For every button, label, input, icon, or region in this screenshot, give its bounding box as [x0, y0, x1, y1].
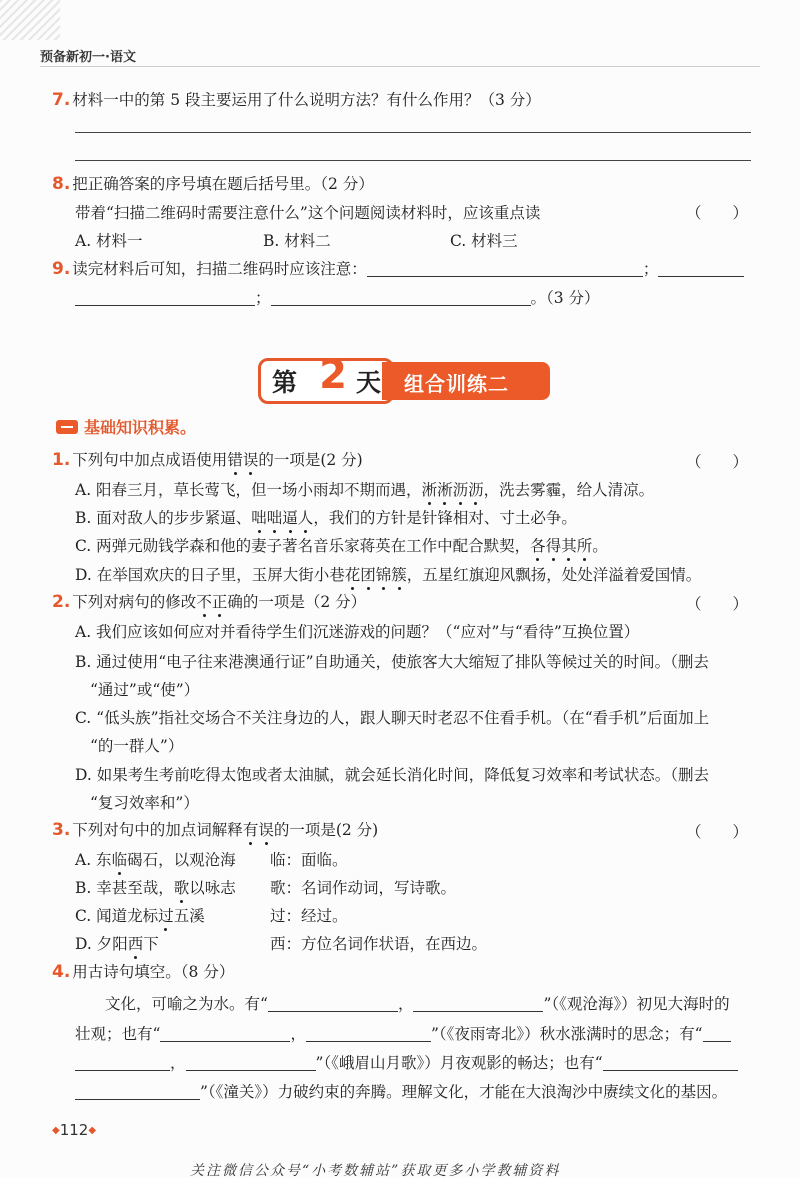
option-d-explanation: 西：方位名词作状语，在西边。 [270, 935, 488, 953]
question-number: 8. [52, 174, 71, 194]
passage-text: ”（《峨眉山月歌》）月夜观影的畅达；也有“ [315, 1054, 603, 1072]
section-title: 基础知识积累。 [84, 418, 197, 437]
blank[interactable] [271, 288, 531, 306]
option-text: D. 在举国欢庆的日子里，玉屏大街小巷 [75, 566, 345, 584]
dotted-char: 错 [227, 451, 243, 469]
banner-tian: 天 [356, 368, 382, 397]
blank[interactable] [413, 994, 543, 1012]
dotted-char: 西 [127, 935, 144, 953]
separator: ； [642, 260, 659, 278]
dotted-char: 簇 [391, 566, 407, 584]
blank[interactable] [603, 1053, 738, 1071]
section-heading [56, 415, 196, 438]
dotted-char: 咄 [251, 509, 267, 527]
option-text: D. 夕阳 [75, 935, 128, 953]
dotted-char: 误 [258, 821, 274, 839]
poem-line-1 [105, 992, 730, 1014]
option-text: B. 面对敌人的步步紧逼、 [75, 509, 252, 527]
option-text: ，我们的方针是针锋相对、寸土必争。 [313, 509, 577, 527]
passage-text: 壮观；也有“ [75, 1025, 161, 1043]
passage-text: 文化，可喻之为水。有“ [105, 995, 268, 1013]
dotted-char: 过 [158, 907, 174, 925]
option-a [75, 848, 236, 870]
answer-paren[interactable]: （ ） [685, 595, 748, 613]
question-s1 [52, 448, 363, 470]
question-number: 2. [52, 592, 71, 612]
option-b: B. 材料二 [263, 232, 331, 250]
dotted-char: 其 [561, 537, 577, 555]
option-a-explanation: 临：面临。 [270, 851, 348, 869]
option-text: C. 闻道龙标 [75, 907, 159, 925]
question-8-sub: 带着“扫描二维码时需要注意什么”这个问题阅读材料时，应该重点读 [75, 204, 541, 222]
separator: ； [255, 289, 271, 307]
option-c: C. 材料三 [450, 232, 518, 250]
section-marker-icon [56, 420, 78, 434]
banner-title: 组合训练二 [404, 372, 509, 396]
poem-line-2 [75, 1022, 731, 1044]
blank[interactable] [160, 1024, 290, 1042]
option-text: 。 [592, 537, 608, 555]
question-text: 下列句中加点成语使用 [72, 451, 228, 469]
page-number [52, 1121, 96, 1139]
question-text: 下列对病句的修改 [72, 593, 197, 611]
answer-paren[interactable]: （ ） [685, 204, 748, 222]
banner-di: 第 [272, 368, 298, 397]
banner-day-number: 2 [319, 352, 347, 398]
dotted-char: 所 [576, 537, 593, 555]
question-text: 确的一项是（2 分） [227, 593, 367, 611]
answer-line[interactable] [75, 160, 751, 161]
dotted-char: 团 [360, 566, 376, 584]
option-text: ，洗去雾霾，给人清凉。 [483, 481, 655, 499]
diamond-icon: ◆ [88, 1125, 97, 1136]
dotted-char: 沥 [468, 481, 484, 499]
option-text: A. 东 [75, 851, 112, 869]
dotted-char: 误 [242, 451, 259, 469]
option-text: C. 两弹元勋钱学森和他的妻子著名音乐家蒋英在工作中配合默契， [75, 537, 531, 555]
page-header: 预备新初一·语文 [40, 50, 136, 65]
dotted-char: 临 [111, 851, 128, 869]
dotted-char: 花 [344, 566, 361, 584]
question-number: 7. [52, 90, 71, 110]
option-c-explanation: 过：经过。 [270, 907, 348, 925]
blank[interactable] [306, 1024, 431, 1042]
option-c: C. “低头族”指社交场合不关注身边的人，跟人聊天时老忍不住看手机。（在“看手机”后面加上 [75, 709, 710, 727]
passage-text: ”（《观沧海》）初见大海时的 [543, 995, 730, 1013]
option-b: B. 通过使用“电子往来港澳通行证”自助通关，使旅客大大缩短了排队等候过关的时间。（删去 [75, 653, 709, 671]
blank[interactable] [186, 1053, 316, 1071]
footer-note: 关注微信公众号“小考数辅站”获取更多小学教辅资料 [190, 1163, 561, 1179]
poem-line-4 [75, 1080, 727, 1102]
option-b [75, 876, 236, 898]
dotted-char: 咄 [266, 509, 283, 527]
question-text: 下列对句中的加点词解释 [72, 821, 243, 839]
option-text: 碣石，以观沧海 [127, 851, 236, 869]
option-d-cont: “复习效率和”） [90, 794, 199, 812]
option-c [75, 904, 205, 926]
blank[interactable] [658, 259, 744, 277]
dotted-char: 沥 [452, 481, 469, 499]
question-number: 3. [52, 820, 71, 840]
passage-text: ， [290, 1025, 306, 1043]
dotted-char: 不 [196, 593, 212, 611]
dotted-idiom [251, 509, 313, 527]
question-number: 1. [52, 450, 71, 470]
option-b-cont: “通过”或“使”） [90, 681, 200, 699]
dotted-idiom [345, 566, 407, 584]
dotted-char: 歌 [173, 879, 190, 897]
option-a: A. 材料一 [75, 232, 143, 250]
blank[interactable] [75, 1053, 170, 1071]
passage-text: ， [397, 995, 414, 1013]
question-text: 把正确答案的序号填在题后括号里。（2 分） [72, 175, 374, 193]
day-banner [258, 352, 550, 404]
question-s2 [52, 590, 366, 612]
option-d [75, 932, 159, 954]
option-text: 五溪 [173, 907, 205, 925]
dotted-idiom [530, 537, 592, 555]
question-text: 的一项是(2 分) [258, 451, 363, 469]
option-b [75, 506, 577, 528]
option-b-explanation: 歌：名词作动词，写诗歌。 [270, 879, 457, 897]
option-c [75, 534, 608, 556]
option-a: A. 我们应该如何应对并看待学生们沉迷游戏的问题？（“应对”与“看待”互换位置） [75, 623, 640, 641]
option-text: B. 幸甚至哉， [75, 879, 174, 897]
passage-text: ， [170, 1054, 186, 1072]
dotted-char: 逼 [282, 509, 298, 527]
corner-stripes [0, 0, 60, 40]
answer-paren[interactable]: （ ） [685, 453, 748, 471]
blank[interactable] [703, 1024, 731, 1042]
question-text: 的一项是(2 分) [273, 821, 379, 839]
poem-line-3 [75, 1051, 738, 1073]
blank[interactable] [75, 1082, 200, 1100]
passage-text: ”（《夜雨寄北》）秋水涨满时的思念；有“ [430, 1025, 703, 1043]
question-9 [52, 257, 744, 279]
page-number-text: 112 [59, 1121, 89, 1139]
question-text: 用古诗句填空。（8 分） [72, 963, 235, 981]
question-s3 [52, 818, 378, 840]
question-7 [52, 88, 541, 110]
question-8 [52, 172, 374, 194]
question-number: 9. [52, 259, 71, 279]
dotted-char: 正 [211, 593, 228, 611]
answer-paren[interactable]: （ ） [685, 823, 748, 841]
option-text: ，五星红旗迎风飘扬，处处洋溢着爱国情。 [406, 566, 702, 584]
dotted-idiom [422, 481, 484, 499]
dotted-char: 得 [545, 537, 562, 555]
question-number: 4. [52, 962, 71, 982]
passage-text: ”（《潼关》）力破约束的奔腾。理解文化，才能在大浪淘沙中赓续文化的基因。 [200, 1083, 728, 1101]
option-text: A. 阳春三月，草长莺飞，但一场小雨却不期而遇， [75, 481, 422, 499]
option-d: D. 如果考生考前吃得太饱或者太油腻，就会延长消化时间，降低复习效率和考试状态。（删去 [75, 766, 709, 784]
question-tail: 。（3 分） [530, 289, 600, 307]
dotted-char: 淅 [437, 481, 453, 499]
question-9-cont [75, 286, 600, 308]
diamond-icon: ◆ [52, 1125, 60, 1136]
option-text: 以咏志 [189, 879, 236, 897]
blank[interactable] [75, 288, 255, 306]
dotted-char: 锦 [375, 566, 392, 584]
answer-line[interactable] [75, 132, 751, 133]
dotted-char: 有 [242, 821, 259, 839]
question-s4 [52, 960, 234, 982]
dotted-char: 淅 [421, 481, 438, 499]
option-c-cont: “的一群人”） [90, 737, 184, 755]
blank[interactable] [268, 994, 398, 1012]
blank[interactable] [367, 259, 643, 277]
question-text: 读完材料后可知，扫描二维码时应该注意： [72, 260, 367, 278]
dotted-char: 人 [297, 509, 314, 527]
dotted-char: 各 [530, 537, 546, 555]
question-text: 材料一中的第 5 段主要运用了什么说明方法？有什么作用？（3 分） [72, 91, 541, 109]
option-d [75, 563, 701, 585]
option-text: 下 [143, 935, 159, 953]
option-a [75, 478, 654, 500]
header-divider [40, 66, 760, 67]
